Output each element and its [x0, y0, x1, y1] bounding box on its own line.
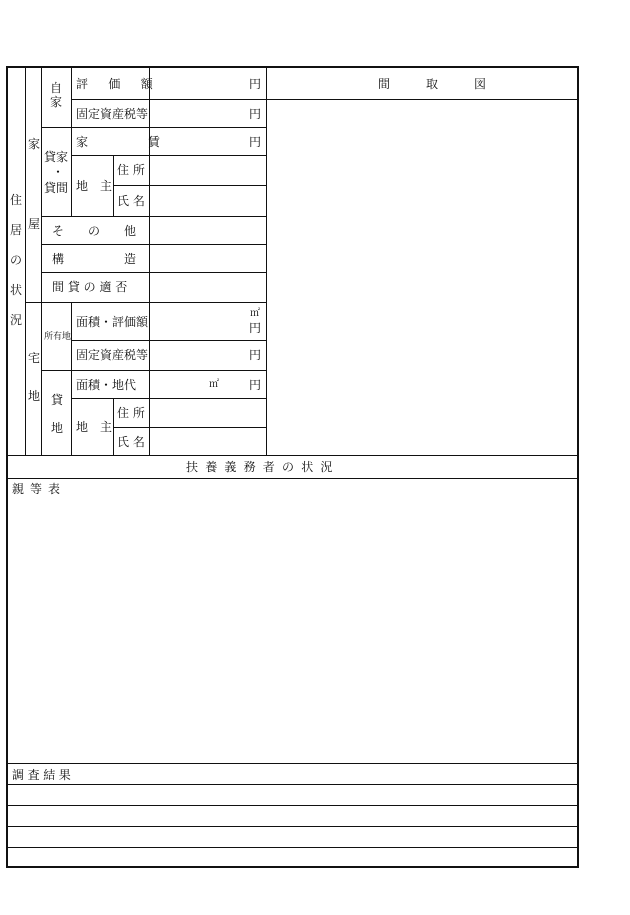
rule-col-4b — [113, 398, 114, 455]
rule-section-3 — [6, 763, 579, 764]
support-obligor-title: 扶養義務者の状況 — [186, 460, 340, 474]
investigation-results-label: 調査結果 — [12, 768, 75, 782]
land-label: 宅 地 — [27, 351, 40, 403]
yen-unit-2: 円 — [249, 107, 262, 121]
floor-plan-label: 間 取 図 — [378, 77, 487, 91]
rule-result-3 — [6, 826, 579, 827]
sqm-unit-1: ㎡ — [250, 308, 260, 319]
rental-label-2: ・ — [52, 165, 65, 179]
rule-section-1 — [6, 455, 579, 456]
yen-unit-1: 円 — [249, 77, 262, 91]
rule-col-5 — [149, 66, 150, 455]
rule-row-1 — [71, 99, 579, 100]
relatives-table-label: 親等表 — [12, 482, 67, 496]
area-value-label: 面積・評価額 — [76, 315, 149, 329]
rule-row-3 — [71, 155, 266, 156]
other-label: そ の 他 — [52, 224, 137, 238]
rule-row-8 — [25, 302, 266, 303]
rule-col-1 — [25, 66, 26, 455]
rule-row-11 — [71, 398, 266, 399]
structure-label: 構 造 — [52, 252, 137, 266]
leased-land-label: 貸 地 — [50, 393, 63, 435]
owned-land-label: 所有地 — [44, 332, 72, 342]
yen-unit-5: 円 — [249, 348, 262, 362]
yen-unit-4: 円 — [249, 321, 262, 335]
rule-col-4a — [113, 155, 114, 216]
name-label-2: 氏 名 — [117, 435, 145, 449]
rental-label-3: 貸間 — [44, 181, 69, 195]
rule-row-10 — [41, 370, 266, 371]
address-label-2: 住 所 — [117, 406, 145, 420]
sqm-unit-2: ㎡ — [209, 379, 219, 390]
house-label: 家 屋 — [27, 137, 40, 231]
rule-row-7 — [41, 272, 266, 273]
rule-col-6 — [266, 66, 267, 455]
area-rent-label: 面積・地代 — [76, 378, 137, 392]
rule-row-4 — [113, 185, 266, 186]
assessed-value-label: 評 価 額 — [76, 77, 158, 91]
residence-label: 住 居 の 状 況 — [9, 193, 22, 327]
rule-row-9 — [71, 340, 266, 341]
rule-row-5 — [41, 216, 266, 217]
rental-label-1: 貸家 — [44, 150, 69, 164]
sublet-label: 間 貸 の 適 否 — [52, 280, 128, 294]
rule-col-3a — [71, 66, 72, 216]
rule-result-4 — [6, 847, 579, 848]
name-label: 氏 名 — [117, 194, 145, 208]
yen-unit-3: 円 — [249, 135, 262, 149]
rule-col-2 — [41, 66, 42, 455]
rule-row-6 — [41, 244, 266, 245]
landlord-label-2: 地 主 — [76, 420, 113, 434]
fixed-tax-label-2: 固定資産税等 — [76, 348, 149, 362]
rule-row-12 — [113, 427, 266, 428]
landlord-label: 地 主 — [76, 179, 113, 193]
address-label: 住 所 — [117, 163, 145, 177]
rule-col-3b — [71, 302, 72, 455]
rule-result-1 — [6, 784, 579, 785]
rule-row-2 — [41, 127, 266, 128]
yen-unit-6: 円 — [249, 378, 262, 392]
rent-label: 家 賃 — [76, 135, 161, 149]
fixed-tax-label: 固定資産税等 — [76, 107, 149, 121]
rule-result-2 — [6, 805, 579, 806]
rule-section-2 — [6, 478, 579, 479]
own-house-label: 自 家 — [49, 81, 62, 109]
